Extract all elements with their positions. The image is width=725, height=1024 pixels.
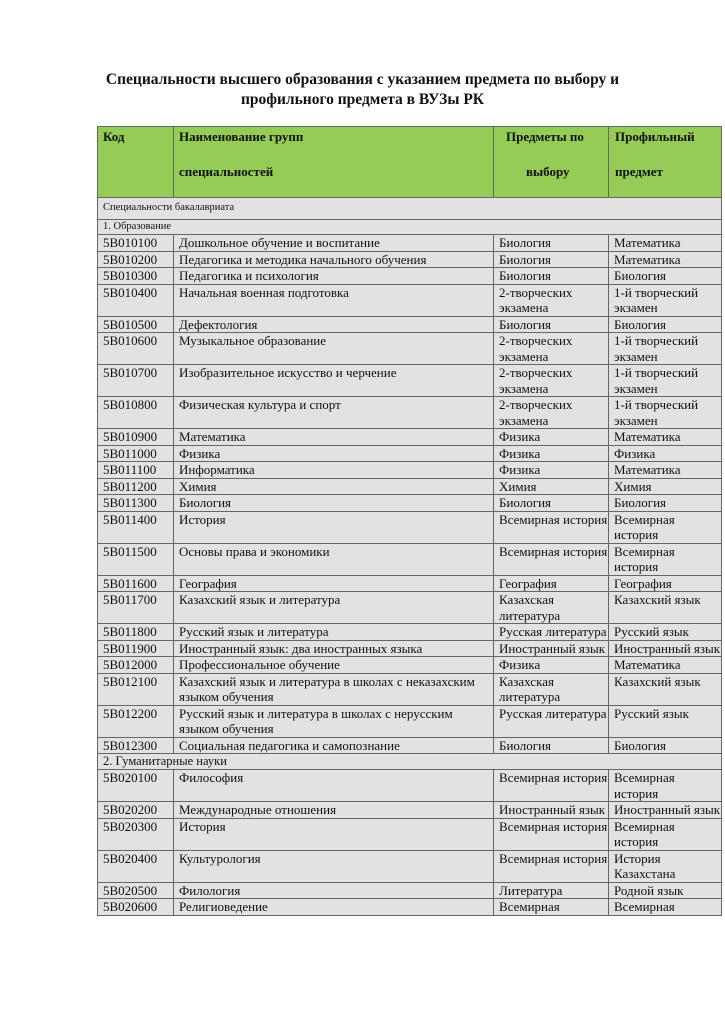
table-row: [98, 478, 722, 495]
cell-profile: География: [609, 575, 722, 592]
specialties-table: [97, 126, 722, 916]
cell-elective: 2-творческих экзамена: [494, 365, 609, 397]
header-name: Наименование групп специальностей: [174, 127, 494, 198]
cell-code: 5B011700: [98, 592, 174, 624]
cell-code: 5B012000: [98, 657, 174, 674]
cell-elective: Биология: [494, 737, 609, 754]
table-row: [98, 543, 722, 575]
title-line-1: Специальности высшего образования с указанием предмета по выбору и: [105, 71, 620, 88]
cell-code: 5B010300: [98, 268, 174, 285]
table-row: [98, 575, 722, 592]
cell-code: 5B010400: [98, 284, 174, 316]
cell-name: География: [174, 575, 494, 592]
cell-profile: 1-й творческий экзамен: [609, 397, 722, 429]
table-row: [98, 592, 722, 624]
cell-name: Иностранный язык: два иностранных языка: [174, 640, 494, 657]
cell-code: 5B010900: [98, 429, 174, 446]
cell-elective: География: [494, 575, 609, 592]
table-row: [98, 365, 722, 397]
cell-profile: Биология: [609, 737, 722, 754]
cell-elective: Всемирная история: [494, 850, 609, 882]
cell-elective: Всемирная история: [494, 543, 609, 575]
cell-name: Информатика: [174, 462, 494, 479]
cell-profile: Всемирная: [609, 899, 722, 916]
cell-code: 5B020400: [98, 850, 174, 882]
cell-name: Химия: [174, 478, 494, 495]
table-row: [98, 640, 722, 657]
cell-elective: Русская литература: [494, 705, 609, 737]
section-header-row: [98, 220, 722, 235]
cell-code: 5B010200: [98, 251, 174, 268]
cell-name: Физическая культура и спорт: [174, 397, 494, 429]
cell-profile: Математика: [609, 462, 722, 479]
cell-name: Музыкальное образование: [174, 333, 494, 365]
cell-profile: Родной язык: [609, 882, 722, 899]
cell-profile: Биология: [609, 268, 722, 285]
cell-name: Социальная педагогика и самопознание: [174, 737, 494, 754]
table-row: [98, 316, 722, 333]
header-elective: Предметы по выбору: [494, 127, 609, 198]
cell-code: 5B020300: [98, 818, 174, 850]
cell-name: Казахский язык и литература: [174, 592, 494, 624]
cell-elective: Биология: [494, 495, 609, 512]
table-header-row: [98, 127, 722, 198]
cell-profile: Биология: [609, 316, 722, 333]
cell-elective: Физика: [494, 429, 609, 446]
cell-profile: 1-й творческий экзамен: [609, 284, 722, 316]
cell-elective: Всемирная история: [494, 818, 609, 850]
table-row: [98, 624, 722, 641]
cell-name: Дошкольное обучение и воспитание: [174, 235, 494, 252]
cell-code: 5B010700: [98, 365, 174, 397]
cell-profile: Иностранный язык: [609, 640, 722, 657]
cell-profile: Физика: [609, 445, 722, 462]
cell-profile: Всемирная история: [609, 770, 722, 802]
cell-profile: Всемирная история: [609, 818, 722, 850]
table-row: [98, 429, 722, 446]
table-row: [98, 850, 722, 882]
cell-code: 5B020100: [98, 770, 174, 802]
cell-profile: Химия: [609, 478, 722, 495]
cell-name: Биология: [174, 495, 494, 512]
cell-profile: 1-й творческий экзамен: [609, 365, 722, 397]
cell-code: 5B011500: [98, 543, 174, 575]
cell-name: История: [174, 818, 494, 850]
cell-name: Физика: [174, 445, 494, 462]
table-row: [98, 284, 722, 316]
cell-name: Культурология: [174, 850, 494, 882]
cell-code: 5B012300: [98, 737, 174, 754]
cell-profile: Математика: [609, 657, 722, 674]
cell-profile: Всемирная история: [609, 543, 722, 575]
cell-name: Казахский язык и литература в школах с неказахским языком обучения: [174, 673, 494, 705]
table-row: [98, 397, 722, 429]
cell-profile: Казахский язык: [609, 673, 722, 705]
cell-code: 5B010600: [98, 333, 174, 365]
cell-profile: 1-й творческий экзамен: [609, 333, 722, 365]
cell-elective: Иностранный язык: [494, 802, 609, 819]
cell-elective: Физика: [494, 462, 609, 479]
cell-code: 5B011600: [98, 575, 174, 592]
cell-code: 5B011100: [98, 462, 174, 479]
cell-name: Международные отношения: [174, 802, 494, 819]
cell-profile: Русский язык: [609, 624, 722, 641]
table-row: [98, 705, 722, 737]
section-level-row: [98, 198, 722, 220]
cell-elective: Казахская литература: [494, 673, 609, 705]
cell-name: Религиоведение: [174, 899, 494, 916]
table-row: [98, 445, 722, 462]
table-row: [98, 333, 722, 365]
cell-name: Профессиональное обучение: [174, 657, 494, 674]
cell-name: Философия: [174, 770, 494, 802]
cell-elective: Всемирная история: [494, 770, 609, 802]
cell-name: Филология: [174, 882, 494, 899]
cell-elective: 2-творческих экзамена: [494, 397, 609, 429]
cell-elective: Биология: [494, 235, 609, 252]
table-row: [98, 818, 722, 850]
cell-name: Начальная военная подготовка: [174, 284, 494, 316]
cell-code: 5B011900: [98, 640, 174, 657]
cell-elective: 2-творческих экзамена: [494, 333, 609, 365]
cell-elective: Биология: [494, 268, 609, 285]
cell-elective: 2-творческих экзамена: [494, 284, 609, 316]
cell-code: 5B020600: [98, 899, 174, 916]
cell-code: 5B011300: [98, 495, 174, 512]
cell-name: История: [174, 511, 494, 543]
cell-elective: Физика: [494, 445, 609, 462]
cell-code: 5B020200: [98, 802, 174, 819]
table-row: [98, 511, 722, 543]
cell-name: Дефектология: [174, 316, 494, 333]
cell-profile: История Казахстана: [609, 850, 722, 882]
cell-code: 5B011800: [98, 624, 174, 641]
table-row: [98, 268, 722, 285]
table-body: [98, 198, 722, 916]
cell-elective: Русская литература: [494, 624, 609, 641]
cell-profile: Математика: [609, 251, 722, 268]
cell-profile: Иностранный язык: [609, 802, 722, 819]
header-code: Код: [98, 127, 174, 198]
table-row: [98, 462, 722, 479]
section-title: 2. Гуманитарные науки: [98, 754, 722, 770]
header-profile: Профильный предмет: [609, 127, 722, 198]
table-row: [98, 882, 722, 899]
cell-profile: Математика: [609, 429, 722, 446]
table-row: [98, 495, 722, 512]
cell-code: 5B012100: [98, 673, 174, 705]
cell-elective: Всемирная история: [494, 511, 609, 543]
table-row: [98, 899, 722, 916]
cell-elective: Биология: [494, 251, 609, 268]
cell-code: 5B010100: [98, 235, 174, 252]
section-level-label: Специальности бакалавриата: [98, 198, 722, 220]
cell-profile: Казахский язык: [609, 592, 722, 624]
cell-elective: Биология: [494, 316, 609, 333]
cell-code: 5B010500: [98, 316, 174, 333]
section-header-row: [98, 754, 722, 770]
cell-profile: Русский язык: [609, 705, 722, 737]
cell-elective: Физика: [494, 657, 609, 674]
cell-code: 5B011400: [98, 511, 174, 543]
cell-profile: Математика: [609, 235, 722, 252]
cell-name: Основы права и экономики: [174, 543, 494, 575]
cell-name: Математика: [174, 429, 494, 446]
section-title: 1. Образование: [98, 220, 722, 235]
table-row: [98, 657, 722, 674]
cell-name: Изобразительное искусство и черчение: [174, 365, 494, 397]
cell-elective: Химия: [494, 478, 609, 495]
cell-name: Педагогика и методика начального обучения: [174, 251, 494, 268]
cell-elective: Иностранный язык: [494, 640, 609, 657]
table-row: [98, 737, 722, 754]
table-row: [98, 770, 722, 802]
cell-code: 5B010800: [98, 397, 174, 429]
cell-code: 5B011200: [98, 478, 174, 495]
cell-name: Русский язык и литература: [174, 624, 494, 641]
cell-code: 5B012200: [98, 705, 174, 737]
cell-profile: Биология: [609, 495, 722, 512]
title-line-2: профильного предмета в ВУЗы РК: [240, 91, 485, 108]
document-title: [0, 70, 725, 110]
cell-elective: Казахская литература: [494, 592, 609, 624]
table-row: [98, 673, 722, 705]
cell-name: Русский язык и литература в школах с нерусским языком обучения: [174, 705, 494, 737]
table-row: [98, 802, 722, 819]
cell-code: 5B020500: [98, 882, 174, 899]
table-row: [98, 251, 722, 268]
cell-name: Педагогика и психология: [174, 268, 494, 285]
cell-code: 5B011000: [98, 445, 174, 462]
cell-elective: Всемирная: [494, 899, 609, 916]
cell-elective: Литература: [494, 882, 609, 899]
cell-profile: Всемирная история: [609, 511, 722, 543]
table-row: [98, 235, 722, 252]
